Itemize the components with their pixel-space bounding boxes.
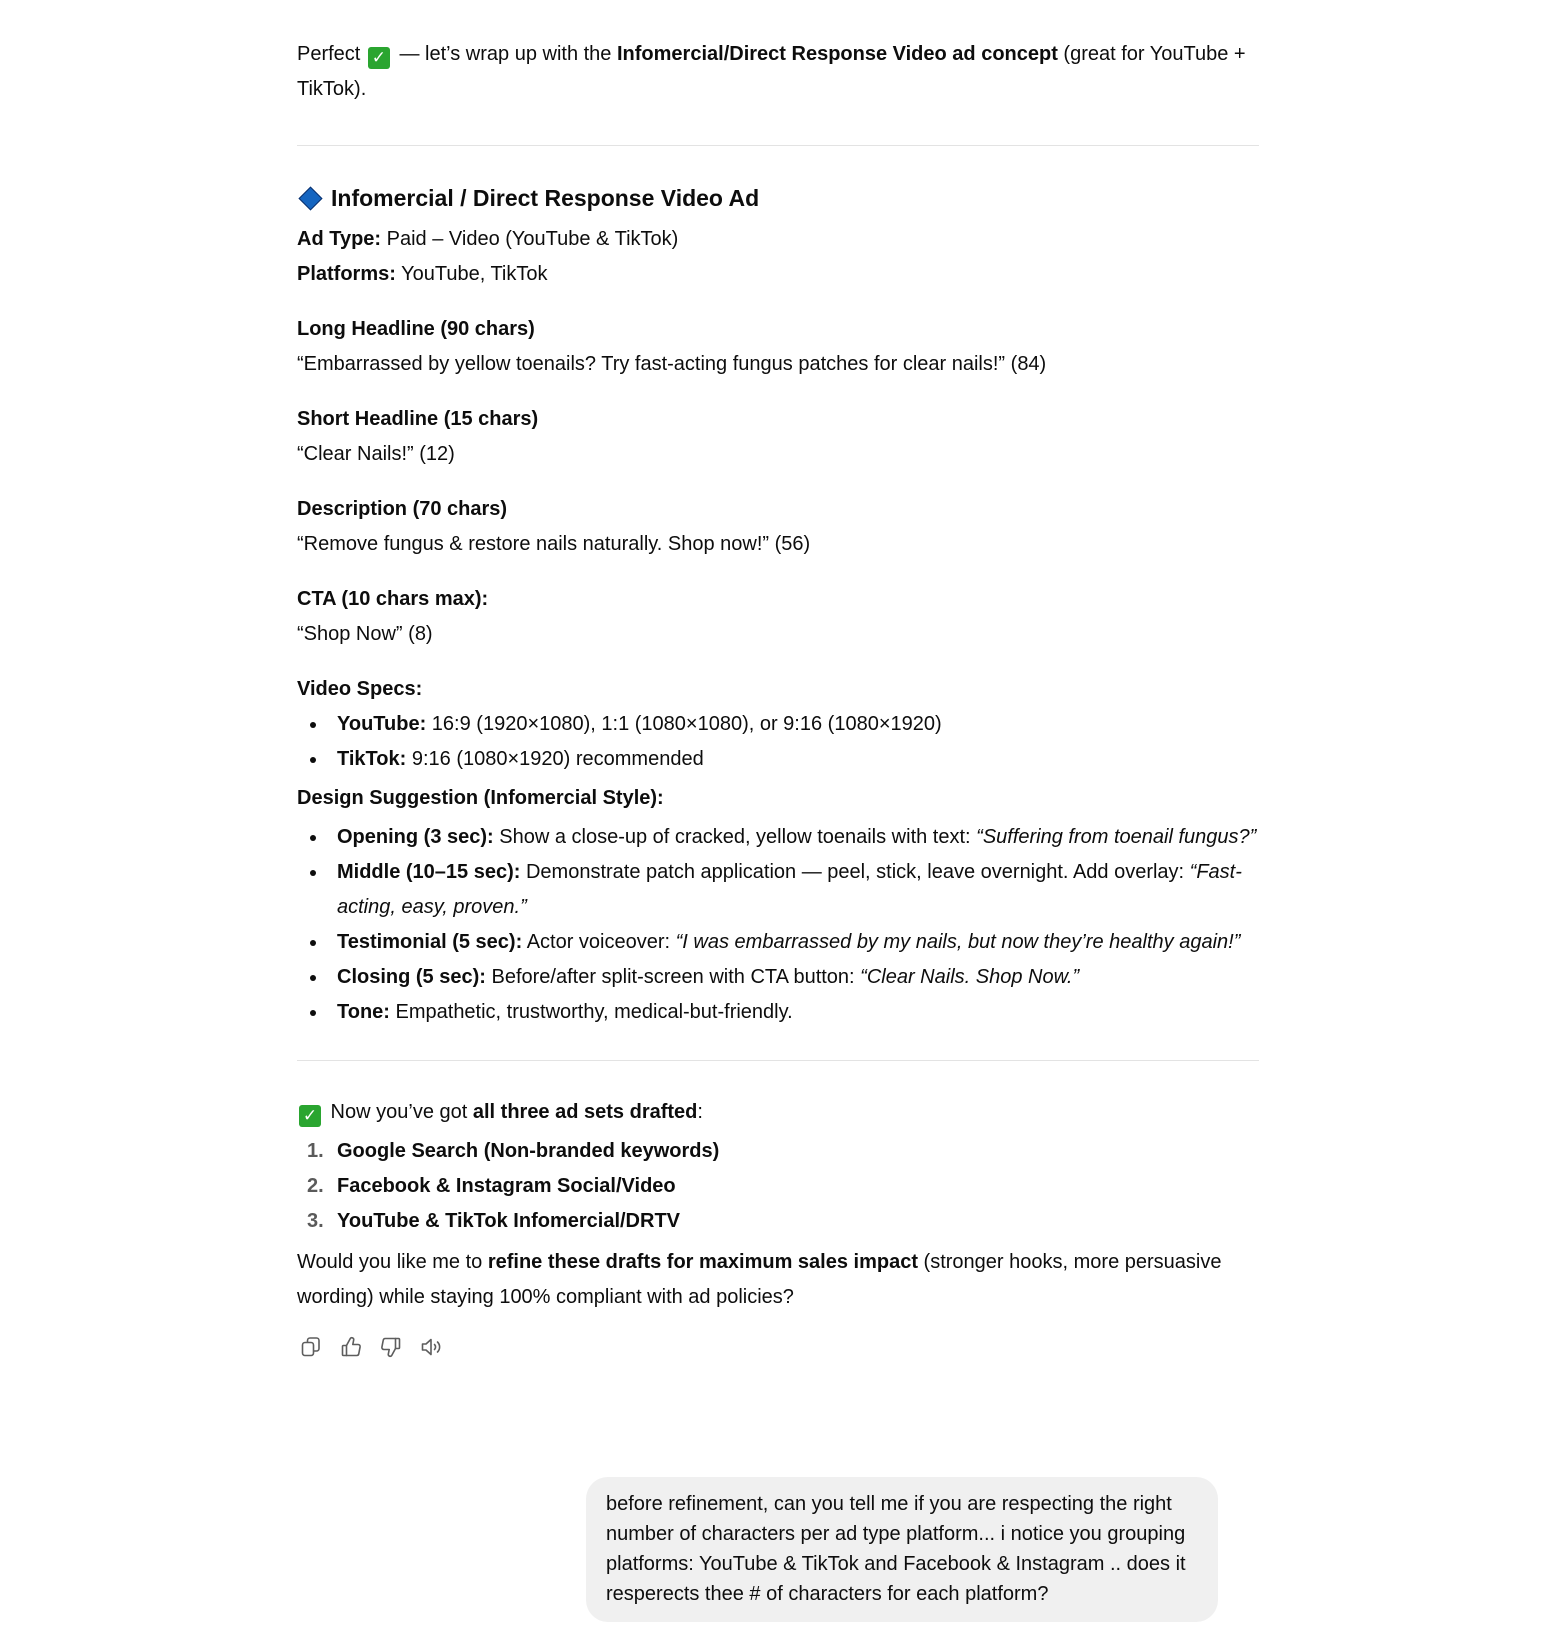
closing-bold: refine these drafts for maximum sales impact <box>487 1251 918 1273</box>
intro-text-1: Perfect <box>297 43 361 65</box>
list-item <box>297 960 1259 995</box>
assistant-message <box>297 37 1259 1359</box>
intro-text-2: — let’s wrap up with the <box>393 43 617 65</box>
spec-text: 9:16 (1080×1920) recommended <box>406 748 704 770</box>
user-message-bubble <box>586 1477 1218 1622</box>
list-number: 1. <box>307 1140 324 1162</box>
list-item <box>297 707 1259 742</box>
design-item-label: Testimonial (5 sec): <box>337 931 523 953</box>
design-item-label: Middle (10–15 sec): <box>337 861 521 883</box>
intro-text-3: (great for YouTube + TikTok). <box>297 43 1246 100</box>
list-item <box>297 1204 1259 1239</box>
list-item <box>297 855 1259 925</box>
platforms-label: Platforms: <box>297 263 396 285</box>
cta-value: “Shop Now” (8) <box>297 623 433 645</box>
ad-sets-list <box>297 1134 1259 1239</box>
platforms-line <box>297 257 1259 292</box>
blue-diamond-icon <box>298 186 322 210</box>
design-item-quote: “Clear Nails. Shop Now.” <box>860 966 1080 988</box>
spec-text: 16:9 (1920×1080), 1:1 (1080×1080), or 9:16 (1080×1920) <box>426 713 942 735</box>
section-heading <box>297 180 1259 216</box>
video-specs-label-text: Video Specs: <box>297 678 423 700</box>
summary-text-1: Now you’ve got <box>325 1101 473 1123</box>
list-number: 2. <box>307 1175 324 1197</box>
video-specs-label <box>297 672 1259 707</box>
design-item-quote: “Fast-acting, easy, proven.” <box>337 861 1242 918</box>
design-item-text: Empathetic, trustworthy, medical-but-friendly. <box>389 1001 793 1023</box>
ad-set-name: Facebook & Instagram Social/Video <box>337 1175 676 1197</box>
message-actions <box>299 1335 1259 1359</box>
summary-bold: all three ad sets drafted <box>472 1101 698 1123</box>
divider <box>297 1060 1259 1061</box>
list-item <box>297 742 1259 777</box>
long-headline-label <box>297 312 1259 347</box>
design-item-text: Show a close-up of cracked, yellow toenails with text: <box>493 826 977 848</box>
closing-text-1: Would you like me to <box>297 1251 488 1273</box>
intro-paragraph <box>297 37 1259 107</box>
read-aloud-button[interactable] <box>419 1335 443 1359</box>
closing-text-2: (stronger hooks, more persuasive wording) while staying 100% compliant with ad policies? <box>297 1251 1222 1308</box>
thumbs-down-icon <box>379 1335 403 1359</box>
speaker-icon <box>419 1335 443 1359</box>
copy-button[interactable] <box>299 1335 323 1359</box>
spec-label: TikTok: <box>337 748 407 770</box>
list-item <box>297 925 1259 960</box>
ad-set-name: Google Search (Non-branded keywords) <box>337 1140 720 1162</box>
check-mark-icon: ✓ <box>368 47 390 69</box>
summary-text-2: : <box>697 1101 703 1123</box>
description-label <box>297 492 1259 527</box>
design-item-label: Opening (3 sec): <box>337 826 494 848</box>
short-headline-value: “Clear Nails!” (12) <box>297 443 455 465</box>
short-headline-label <box>297 402 1259 437</box>
ad-set-name: YouTube & TikTok Infomercial/DRTV <box>337 1210 680 1232</box>
design-item-quote: “Suffering from toenail fungus?” <box>976 826 1257 848</box>
cta-label <box>297 582 1259 617</box>
description-value: “Remove fungus & restore nails naturally. Shop now!” (56) <box>297 533 811 555</box>
design-item-text: Before/after split-screen with CTA button: <box>485 966 861 988</box>
list-number: 3. <box>307 1210 324 1232</box>
check-mark-icon: ✓ <box>299 1105 321 1127</box>
design-item-label: Tone: <box>337 1001 390 1023</box>
ad-type-label: Ad Type: <box>297 228 382 250</box>
user-message-text: before refinement, can you tell me if you are respecting the right number of characters per ad type platform... i notice you grouping platforms: YouTube & TikTok and Facebook & Instagram .. does it resperects thee # of characters for each platform? <box>606 1493 1186 1605</box>
description-label-text: Description (70 chars) <box>297 498 508 520</box>
design-suggestion-label <box>297 781 1259 816</box>
design-item-text: Demonstrate patch application — peel, stick, leave overnight. Add overlay: <box>520 861 1190 883</box>
design-suggestion-list <box>297 820 1259 1030</box>
design-item-label: Closing (5 sec): <box>337 966 486 988</box>
thumbs-down-button[interactable] <box>379 1335 403 1359</box>
ad-type-line <box>297 222 1259 257</box>
list-item <box>297 1134 1259 1169</box>
list-item <box>297 820 1259 855</box>
closing-paragraph <box>297 1245 1259 1315</box>
short-headline-label-text: Short Headline (15 chars) <box>297 408 539 430</box>
list-item <box>297 1169 1259 1204</box>
section-title: Infomercial / Direct Response Video Ad <box>331 185 760 211</box>
long-headline-value: “Embarrassed by yellow toenails? Try fast-acting fungus patches for clear nails!” (84) <box>297 353 1047 375</box>
design-suggestion-label-text: Design Suggestion (Infomercial Style): <box>297 787 664 809</box>
thumbs-up-icon <box>339 1335 363 1359</box>
design-item-quote: “I was embarrassed by my nails, but now they’re healthy again!” <box>675 931 1241 953</box>
thumbs-up-button[interactable] <box>339 1335 363 1359</box>
intro-bold: Infomercial/Direct Response Video ad concept <box>617 43 1058 65</box>
divider <box>297 145 1259 146</box>
copy-icon <box>299 1335 323 1359</box>
design-item-text: Actor voiceover: <box>522 931 676 953</box>
list-item <box>297 995 1259 1030</box>
platforms-value: YouTube, TikTok <box>395 263 548 285</box>
video-specs-list <box>297 707 1259 777</box>
long-headline-label-text: Long Headline (90 chars) <box>297 318 535 340</box>
ad-type-value: Paid – Video (YouTube & TikTok) <box>381 228 679 250</box>
spec-label: YouTube: <box>337 713 427 735</box>
cta-label-text: CTA (10 chars max): <box>297 588 489 610</box>
summary-paragraph <box>297 1095 1259 1130</box>
